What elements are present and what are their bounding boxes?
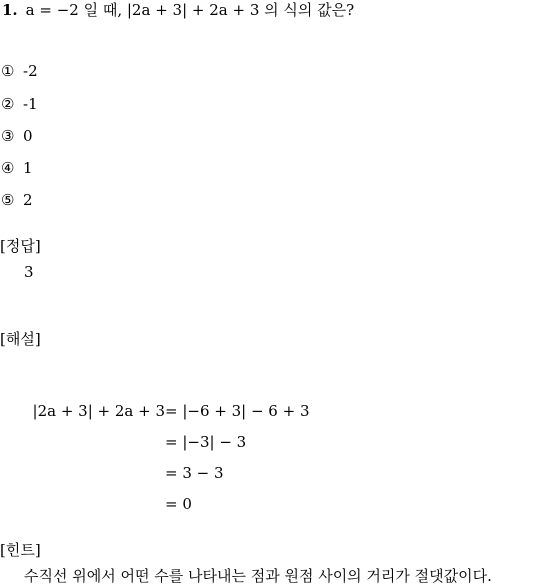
- solution-line-1-rhs: = |−6 + 3| − 6 + 3: [165, 402, 310, 420]
- choice-2-text: -1: [23, 95, 38, 113]
- choice-3-text: 0: [23, 127, 33, 145]
- choice-1[interactable]: [1, 61, 38, 81]
- choice-4-mark: ④: [1, 159, 15, 177]
- choice-3-mark: ③: [1, 127, 15, 145]
- choice-5[interactable]: [1, 190, 33, 210]
- answer-value: 3: [24, 263, 34, 281]
- choice-2[interactable]: [1, 94, 38, 114]
- hint-text: 수직선 위에서 어떤 수를 나타내는 점과 원점 사이의 거리가 절댓값이다.: [24, 567, 492, 585]
- choice-4-text: 1: [23, 159, 33, 177]
- choice-2-mark: ②: [1, 95, 15, 113]
- question: [2, 0, 354, 20]
- choice-3[interactable]: [1, 126, 33, 146]
- solution-line-3-rhs: = 3 − 3: [165, 464, 224, 482]
- solution-line-1-lhs: |2a + 3| + 2a + 3: [32, 402, 165, 420]
- question-number: 1.: [2, 1, 18, 19]
- solution-line-2-rhs: = |−3| − 3: [165, 433, 247, 451]
- hint-label: [힌트]: [0, 541, 41, 559]
- choice-1-text: -2: [23, 62, 38, 80]
- question-text: a = −2 일 때, |2a + 3| + 2a + 3 의 식의 값은?: [25, 1, 355, 19]
- choice-5-mark: ⑤: [1, 191, 15, 209]
- solution-label: [해설]: [0, 330, 41, 348]
- answer-label: [정답]: [0, 237, 41, 255]
- choice-1-mark: ①: [1, 62, 15, 80]
- choice-5-text: 2: [23, 191, 33, 209]
- solution-line-4-rhs: = 0: [165, 495, 192, 513]
- choice-4[interactable]: [1, 158, 33, 178]
